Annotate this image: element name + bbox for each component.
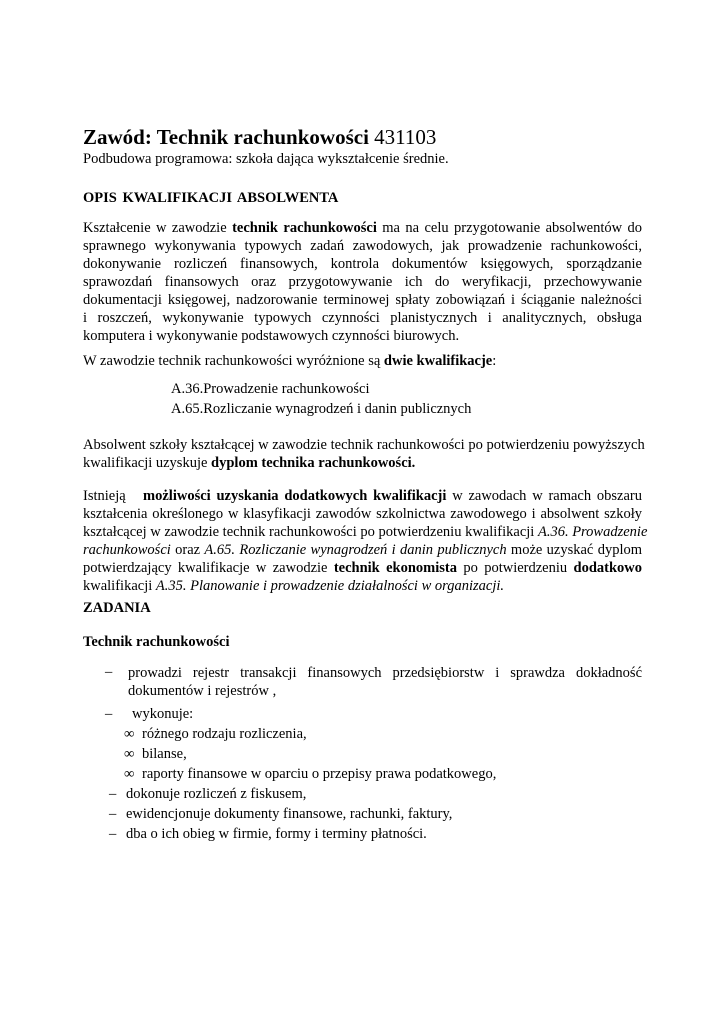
text-line: sprawozdań finansowych oraz przygotowywanie ich do weryfikacji, przechowywanie: [83, 274, 642, 290]
qualification-item: A.36.Prowadzenie rachunkowości: [171, 381, 370, 397]
subtask-item: bilanse,: [142, 746, 187, 762]
text-line: sprawnego wykonywania typowych zadań zawodowych, jak prowadzenie rachunkowości,: [83, 238, 642, 254]
text-line: Absolwent szkoły kształcącej w zawodzie technik rachunkowości po potwierdzeniu powyższych: [83, 437, 645, 453]
dash-bullet-icon: –: [105, 706, 113, 722]
text-line: Kształcenie w zawodzie technik rachunkowości ma na celu przygotowanie absolwentów do: [83, 220, 643, 236]
infinity-bullet-icon: ∞: [124, 726, 135, 742]
paragraph-diploma: [83, 436, 645, 472]
text-line: rachunkowości oraz A.65. Rozliczanie wynagrodzeń i danin publicznych może uzyskać dyplom: [83, 542, 642, 558]
paragraph-description: [83, 219, 642, 345]
text-line: kwalifikacji A.35. Planowanie i prowadzenie działalności w organizacji.: [83, 578, 505, 594]
task-item: ewidencjonuje dokumenty finansowe, rachunki, faktury,: [126, 806, 453, 822]
task-item: dokonuje rozliczeń z fiskusem,: [126, 786, 307, 802]
text-line: kształcącej w zawodzie technik rachunkowości po potwierdzeniu kwalifikacji A.36. Prowadzenie: [83, 524, 648, 540]
section-heading-opis: OPIS KWALIFIKACJI ABSOLWENTA: [83, 190, 339, 206]
text-line: kwalifikacji uzyskuje dyplom technika rachunkowości.: [83, 455, 416, 471]
text-line: dokonywanie rozliczeń finansowych, kontrola dokumentów księgowych, sporządzanie: [83, 256, 642, 272]
infinity-bullet-icon: ∞: [124, 766, 135, 782]
text-line: kształcenia określonego w klasyfikacji zawodów szkolnictwa zawodowego i absolwent szkoły: [83, 506, 642, 522]
dash-bullet-icon: –: [109, 806, 117, 822]
dash-bullet-icon: –: [109, 826, 117, 842]
subtask-item: raporty finansowe w oparciu o przepisy prawa podatkowego,: [142, 766, 497, 782]
dash-bullet-icon: –: [105, 664, 113, 680]
text-line: dokumentów i rejestrów ,: [128, 683, 277, 699]
text-line: potwierdzający kwalifikacje w zawodzie technik ekonomista po potwierdzeniu dodatkowo: [83, 560, 642, 576]
occupation-code: 431103: [374, 125, 437, 149]
section-heading-zadania: ZADANIA: [83, 600, 151, 616]
paragraph-additional: [83, 487, 648, 595]
text-line: komputera i wykonywanie podstawowych czynności biurowych.: [83, 328, 460, 344]
task-item: wykonuje:: [132, 706, 194, 722]
document-title: [83, 125, 436, 150]
dash-bullet-icon: –: [109, 786, 117, 802]
task-item: [128, 664, 642, 700]
text-line: prowadzi rejestr transakcji finansowych przedsiębiorstw i sprawdza dokładność: [128, 665, 642, 681]
infinity-bullet-icon: ∞: [124, 746, 135, 762]
text-line: Istnieją możliwości uzyskania dodatkowych kwalifikacji w zawodach w ramach obszaru: [83, 488, 642, 504]
qualification-item: A.65.Rozliczanie wynagrodzeń i danin publicznych: [171, 401, 472, 417]
subtask-item: różnego rodzaju rozliczenia,: [142, 726, 307, 742]
title-text: Zawód: Technik rachunkowości: [83, 125, 369, 149]
task-item: dba o ich obieg w firmie, formy i terminy płatności.: [126, 826, 427, 842]
subtitle: Podbudowa programowa: szkoła dająca wykształcenie średnie.: [83, 151, 449, 167]
text-line: i roszczeń, wykonywanie typowych czynności planistycznych i analitycznych, obsługa: [83, 310, 642, 326]
text-line: dokumentacji księgowej, nadzorowanie terminowej spłaty zobowiązań i ściąganie należności: [83, 292, 642, 308]
subsection-heading: Technik rachunkowości: [83, 634, 230, 650]
paragraph-qualifications-intro: W zawodzie technik rachunkowości wyróżnione są dwie kwalifikacje:: [83, 353, 497, 369]
